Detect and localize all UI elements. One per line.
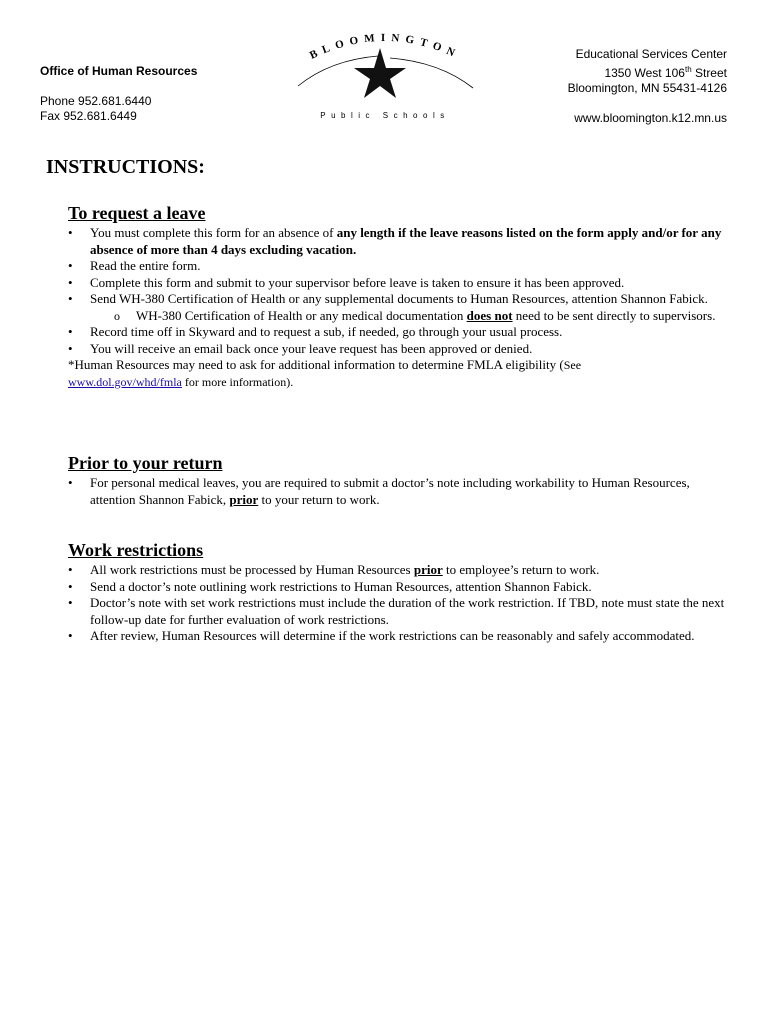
list-item: • For personal medical leaves, you are required to submit a doctor’s note including workability to Human Resources, attention Shannon Fabick, prior to your return to work. [68,475,728,508]
fmla-link[interactable]: www.dol.gov/whd/fmla [68,374,182,389]
list-item: • Read the entire form. [68,258,728,275]
list-item: • You will receive an email back once your leave request has been approved or denied. [68,341,728,358]
logo-wordmark: BLOOMINGTON [307,31,463,62]
phone-number: Phone 952.681.6440 [40,94,152,108]
section-heading: Work restrictions [68,540,204,560]
list-item: • Complete this form and submit to your supervisor before leave is taken to ensure it has been approved. [68,275,728,292]
list-item: • All work restrictions must be processed by Human Resources prior to employee’s return to work. [68,562,728,579]
section-heading: Prior to your return [68,453,223,473]
list-item: • Send WH-380 Certification of Health or any supplemental documents to Human Resources, attention Shannon Fabick. [68,291,728,308]
bullet-list [68,225,728,357]
center-name: Educational Services Center [575,47,727,61]
list-item: • Send a doctor’s note outlining work restrictions to Human Resources, attention Shannon Fabick. [68,579,728,596]
hr-contact-block [40,64,197,124]
section-work-restrictions [68,539,728,645]
bloomington-logo [290,26,480,126]
section-prior-to-return [68,452,728,508]
street-address: 1350 West 106th Street [604,65,727,80]
district-address-block [568,47,727,126]
svg-text:BLOOMINGTON [308,32,462,62]
list-item: • You must complete this form for an absence of any length if the leave reasons listed on the form apply and/or for any absence of more than 4 days excluding vacation. [68,225,728,258]
page-title: INSTRUCTIONS: [46,156,205,178]
fmla-note: *Human Resources may need to ask for additional information to determine FMLA eligibility (See www.dol.gov/whd/fmla for more information). [68,357,582,389]
bullet-list [68,475,728,508]
logo-subtitle: Public Schools [320,111,450,120]
star-logo-icon [290,26,480,126]
city-state-zip: Bloomington, MN 55431-4126 [567,81,727,95]
fax-number: Fax 952.681.6449 [40,109,137,123]
section-request-leave [68,202,728,390]
list-item: • Record time off in Skyward and to request a sub, if needed, go through your usual process. [68,324,728,341]
sub-list-item: o WH-380 Certification of Health or any medical documentation does not need to be sent directly to supervisors. [68,308,728,325]
list-item: • After review, Human Resources will determine if the work restrictions can be reasonably and safely accommodated. [68,628,728,645]
list-item: • Doctor’s note with set work restrictions must include the duration of the work restriction. If TBD, note must state the next follow-up date for further evaluation of work restrictions. [68,595,728,628]
district-website[interactable]: www.bloomington.k12.mn.us [574,111,727,125]
section-heading: To request a leave [68,203,206,223]
bullet-list [68,562,728,645]
office-name: Office of Human Resources [40,64,198,78]
